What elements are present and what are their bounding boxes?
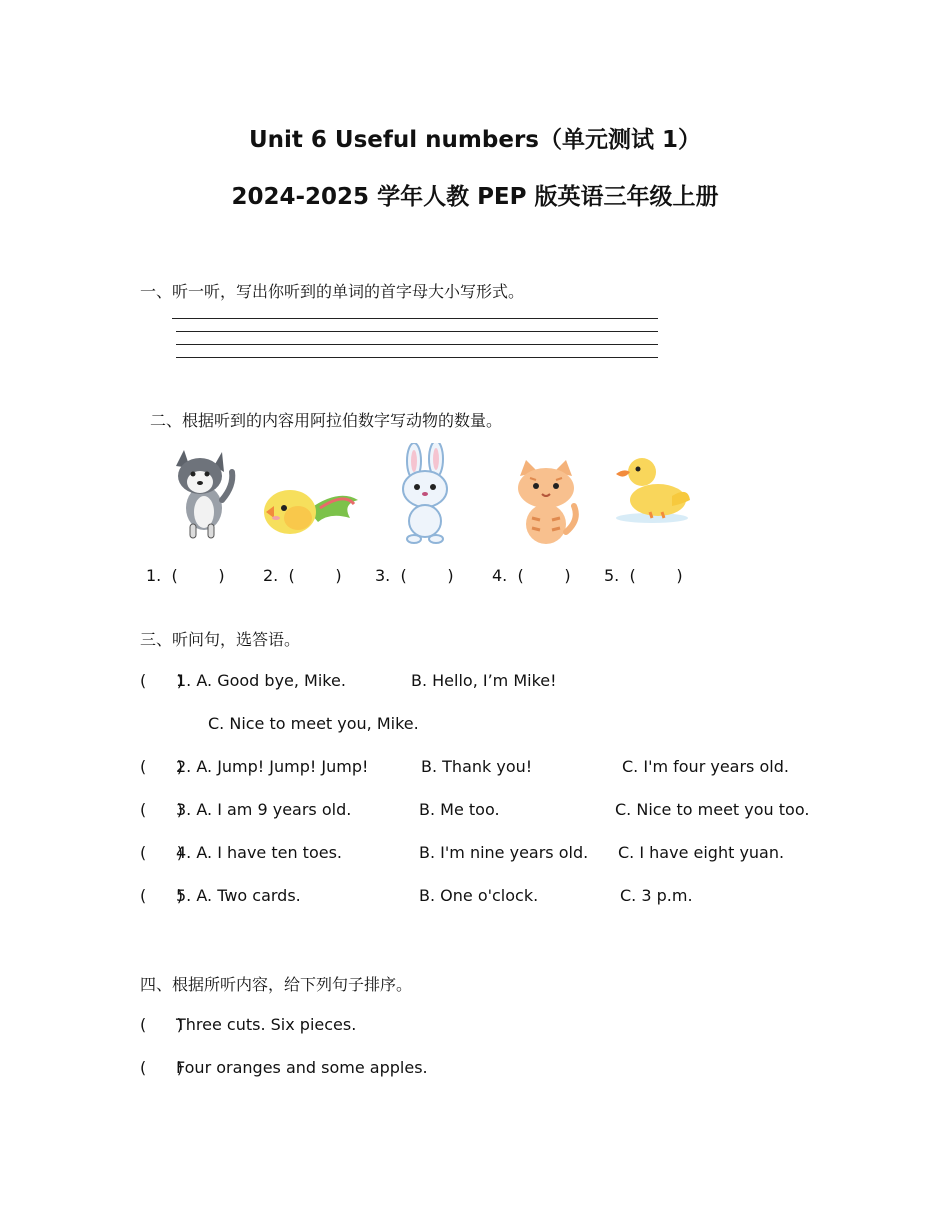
question-3-3-option-c: C. Nice to meet you too. bbox=[615, 800, 810, 819]
question-3-1-option-b: B. Hello, I’m Mike! bbox=[411, 671, 557, 690]
cat-image bbox=[510, 458, 582, 546]
answer-paren-3-2[interactable]: ( ) bbox=[140, 757, 183, 776]
order-paren-1[interactable]: ( ) bbox=[140, 1015, 183, 1034]
section-2-heading: 二、根据听到的内容用阿拉伯数字写动物的数量。 bbox=[150, 411, 503, 430]
order-sentence-1: Three cuts. Six pieces. bbox=[176, 1015, 357, 1034]
rabbit-image bbox=[392, 443, 458, 545]
writing-line bbox=[172, 318, 658, 319]
question-3-5-option-b: B. One o'clock. bbox=[419, 886, 539, 905]
question-3-4-option-b: B. I'm nine years old. bbox=[419, 843, 589, 862]
parrot-image bbox=[258, 482, 360, 540]
section-1-heading: 一、听一听，写出你听到的单词的首字母大小写形式。 bbox=[140, 282, 525, 301]
question-3-2-option-a: 2. A. Jump! Jump! Jump! bbox=[176, 757, 369, 776]
title-line-2: 2024-2025 学年人教 PEP 版英语三年级上册 bbox=[231, 184, 719, 210]
answer-paren-3-5[interactable]: ( ) bbox=[140, 886, 183, 905]
section-4-heading: 四、根据所听内容，给下列句子排序。 bbox=[140, 975, 413, 994]
question-3-1-option-a: 1. A. Good bye, Mike. bbox=[176, 671, 346, 690]
order-paren-2[interactable]: ( ) bbox=[140, 1058, 183, 1077]
question-3-5-option-c: C. 3 p.m. bbox=[620, 886, 693, 905]
question-3-2-option-c: C. I'm four years old. bbox=[622, 757, 789, 776]
husky-dog-image bbox=[162, 450, 240, 540]
writing-line bbox=[176, 357, 658, 358]
writing-line bbox=[176, 344, 658, 345]
title-line-1: Unit 6 Useful numbers（单元测试 1） bbox=[248, 127, 701, 153]
answer-blank-1[interactable]: 1. ( ) bbox=[146, 566, 225, 585]
answer-blank-5[interactable]: 5. ( ) bbox=[604, 566, 683, 585]
question-3-4-option-c: C. I have eight yuan. bbox=[618, 843, 785, 862]
answer-paren-3-3[interactable]: ( ) bbox=[140, 800, 183, 819]
duck-image bbox=[612, 452, 694, 526]
answer-blank-3[interactable]: 3. ( ) bbox=[375, 566, 454, 585]
answer-paren-3-1[interactable]: ( ) bbox=[140, 671, 183, 690]
answer-blank-4[interactable]: 4. ( ) bbox=[492, 566, 571, 585]
section-3-heading: 三、听问句，选答语。 bbox=[140, 630, 301, 649]
question-3-2-option-b: B. Thank you! bbox=[421, 757, 533, 776]
order-sentence-2: Four oranges and some apples. bbox=[176, 1058, 428, 1077]
answer-paren-3-4[interactable]: ( ) bbox=[140, 843, 183, 862]
question-3-1-option-c: C. Nice to meet you, Mike. bbox=[208, 714, 419, 733]
question-3-3-option-b: B. Me too. bbox=[419, 800, 500, 819]
question-3-3-option-a: 3. A. I am 9 years old. bbox=[176, 800, 352, 819]
question-3-5-option-a: 5. A. Two cards. bbox=[176, 886, 301, 905]
question-3-4-option-a: 4. A. I have ten toes. bbox=[176, 843, 343, 862]
writing-line bbox=[176, 331, 658, 332]
answer-blank-2[interactable]: 2. ( ) bbox=[263, 566, 342, 585]
